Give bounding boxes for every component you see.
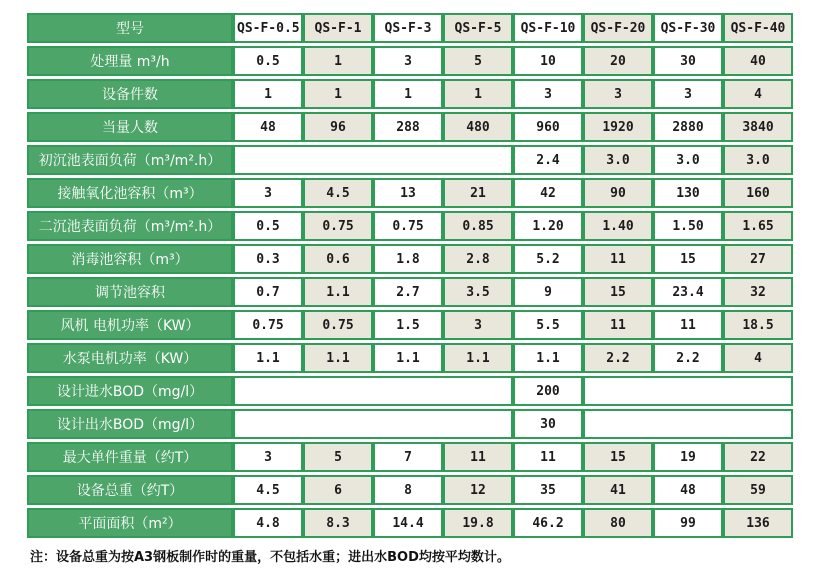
data-cell: 5.5	[513, 310, 583, 340]
data-cell: 3	[443, 310, 513, 340]
data-cell: 288	[373, 112, 443, 142]
data-cell: 3	[373, 46, 443, 76]
row-label: 平面面积（m²）	[27, 508, 233, 538]
data-cell: 1.5	[373, 310, 443, 340]
data-cell: 2.2	[653, 343, 723, 373]
data-cell: 21	[443, 178, 513, 208]
table-row	[27, 508, 793, 538]
data-cell: 1.65	[723, 211, 793, 241]
data-cell: 0.75	[303, 310, 373, 340]
data-cell: 18.5	[723, 310, 793, 340]
table-row	[27, 244, 793, 274]
empty-cell	[233, 145, 513, 175]
data-cell: 11	[653, 310, 723, 340]
data-cell: 46.2	[513, 508, 583, 538]
data-cell: 32	[723, 277, 793, 307]
model-header-cell: QS-F-40	[723, 13, 793, 43]
row-label: 处理量 m³/h	[27, 46, 233, 76]
data-cell: 27	[723, 244, 793, 274]
data-cell: 1.1	[233, 343, 303, 373]
data-cell: 15	[583, 442, 653, 472]
table-row	[27, 46, 793, 76]
data-cell: 4	[723, 79, 793, 109]
footnote: 注：设备总重为按A3钢板制作时的重量，不包括水重；进出水BOD均按平均数计。	[30, 550, 510, 565]
data-cell: 41	[583, 475, 653, 505]
data-cell: 6	[303, 475, 373, 505]
data-cell: 3.0	[653, 145, 723, 175]
data-cell: 80	[583, 508, 653, 538]
data-cell: 35	[513, 475, 583, 505]
data-cell: 1.8	[373, 244, 443, 274]
data-cell: 2880	[653, 112, 723, 142]
data-cell: 4	[723, 343, 793, 373]
model-header-cell: QS-F-3	[373, 13, 443, 43]
model-header-cell: QS-F-1	[303, 13, 373, 43]
data-cell: 0.5	[233, 211, 303, 241]
row-label: 设备件数	[27, 79, 233, 109]
data-cell: 59	[723, 475, 793, 505]
data-cell: 160	[723, 178, 793, 208]
row-label: 初沉池表面负荷（m³/m².h）	[27, 145, 233, 175]
data-cell: 3	[653, 79, 723, 109]
empty-cell	[233, 376, 513, 406]
data-cell: 3	[583, 79, 653, 109]
data-cell: 3.5	[443, 277, 513, 307]
model-header-cell: QS-F-5	[443, 13, 513, 43]
data-cell: 4.5	[303, 178, 373, 208]
model-header-cell: QS-F-30	[653, 13, 723, 43]
data-cell: 20	[583, 46, 653, 76]
row-label: 设计出水BOD（mg/l）	[27, 409, 233, 439]
data-cell: 96	[303, 112, 373, 142]
row-label: 设计进水BOD（mg/l）	[27, 376, 233, 406]
table-row	[27, 178, 793, 208]
data-cell: 3840	[723, 112, 793, 142]
data-cell: 5.2	[513, 244, 583, 274]
data-cell: 4.8	[233, 508, 303, 538]
data-cell: 19.8	[443, 508, 513, 538]
data-cell: 8	[373, 475, 443, 505]
data-cell: 960	[513, 112, 583, 142]
data-cell: 7	[373, 442, 443, 472]
data-cell: 0.75	[303, 211, 373, 241]
data-cell: 2.4	[513, 145, 583, 175]
data-cell: 2.7	[373, 277, 443, 307]
data-cell: 15	[653, 244, 723, 274]
data-cell: 1.1	[443, 343, 513, 373]
data-cell: 11	[583, 310, 653, 340]
row-label: 风机 电机功率（KW）	[27, 310, 233, 340]
data-cell: 13	[373, 178, 443, 208]
data-cell: 1	[443, 79, 513, 109]
data-cell: 10	[513, 46, 583, 76]
data-cell: 1	[303, 46, 373, 76]
table-row	[27, 112, 793, 142]
data-cell: 3.0	[723, 145, 793, 175]
table-row	[27, 211, 793, 241]
model-header-cell: QS-F-20	[583, 13, 653, 43]
empty-cell	[233, 409, 513, 439]
data-cell: 5	[303, 442, 373, 472]
data-cell: 99	[653, 508, 723, 538]
data-cell: 1.40	[583, 211, 653, 241]
data-cell: 11	[513, 442, 583, 472]
data-cell: 3	[513, 79, 583, 109]
data-cell: 1.1	[303, 343, 373, 373]
data-cell: 40	[723, 46, 793, 76]
header-row	[27, 13, 793, 43]
data-cell: 0.85	[443, 211, 513, 241]
data-cell: 1	[373, 79, 443, 109]
row-label: 水泵电机功率（KW）	[27, 343, 233, 373]
row-label: 最大单件重量（约T）	[27, 442, 233, 472]
table-row	[27, 409, 793, 439]
table-row	[27, 145, 793, 175]
data-cell: 0.5	[233, 46, 303, 76]
row-label: 二沉池表面负荷（m³/m².h）	[27, 211, 233, 241]
data-cell: 9	[513, 277, 583, 307]
data-cell: 15	[583, 277, 653, 307]
table-row	[27, 376, 793, 406]
data-cell: 1.50	[653, 211, 723, 241]
data-cell: 3	[233, 178, 303, 208]
data-cell: 136	[723, 508, 793, 538]
data-cell: 130	[653, 178, 723, 208]
data-cell: 0.75	[233, 310, 303, 340]
data-cell: 2.2	[583, 343, 653, 373]
data-cell: 4.5	[233, 475, 303, 505]
table-row	[27, 475, 793, 505]
data-cell: 48	[233, 112, 303, 142]
data-cell: 90	[583, 178, 653, 208]
model-header-cell: QS-F-0.5	[233, 13, 303, 43]
data-cell: 480	[443, 112, 513, 142]
row-label: 调节池容积	[27, 277, 233, 307]
data-cell: 11	[583, 244, 653, 274]
data-cell: 23.4	[653, 277, 723, 307]
data-cell: 22	[723, 442, 793, 472]
spec-table	[27, 10, 793, 541]
data-cell: 0.75	[373, 211, 443, 241]
data-cell: 1	[303, 79, 373, 109]
data-cell: 30	[513, 409, 583, 439]
data-cell: 8.3	[303, 508, 373, 538]
data-cell: 48	[653, 475, 723, 505]
data-cell: 200	[513, 376, 583, 406]
data-cell: 5	[443, 46, 513, 76]
data-cell: 1.1	[513, 343, 583, 373]
data-cell: 12	[443, 475, 513, 505]
empty-cell	[583, 376, 793, 406]
empty-cell	[583, 409, 793, 439]
row-label: 设备总重（约T）	[27, 475, 233, 505]
table-row	[27, 79, 793, 109]
data-cell: 2.8	[443, 244, 513, 274]
table-row	[27, 442, 793, 472]
row-label: 当量人数	[27, 112, 233, 142]
model-header-cell: QS-F-10	[513, 13, 583, 43]
table-row	[27, 277, 793, 307]
table-row	[27, 310, 793, 340]
row-label: 接触氧化池容积（m³）	[27, 178, 233, 208]
data-cell: 1	[233, 79, 303, 109]
data-cell: 1.1	[303, 277, 373, 307]
data-cell: 3	[233, 442, 303, 472]
data-cell: 0.3	[233, 244, 303, 274]
row-label: 消毒池容积（m³）	[27, 244, 233, 274]
data-cell: 3.0	[583, 145, 653, 175]
data-cell: 1.1	[373, 343, 443, 373]
data-cell: 19	[653, 442, 723, 472]
data-cell: 1.20	[513, 211, 583, 241]
data-cell: 14.4	[373, 508, 443, 538]
data-cell: 0.6	[303, 244, 373, 274]
data-cell: 30	[653, 46, 723, 76]
table-row	[27, 343, 793, 373]
data-cell: 1920	[583, 112, 653, 142]
models-header-label: 型号	[27, 13, 233, 43]
data-cell: 0.7	[233, 277, 303, 307]
data-cell: 11	[443, 442, 513, 472]
data-cell: 42	[513, 178, 583, 208]
